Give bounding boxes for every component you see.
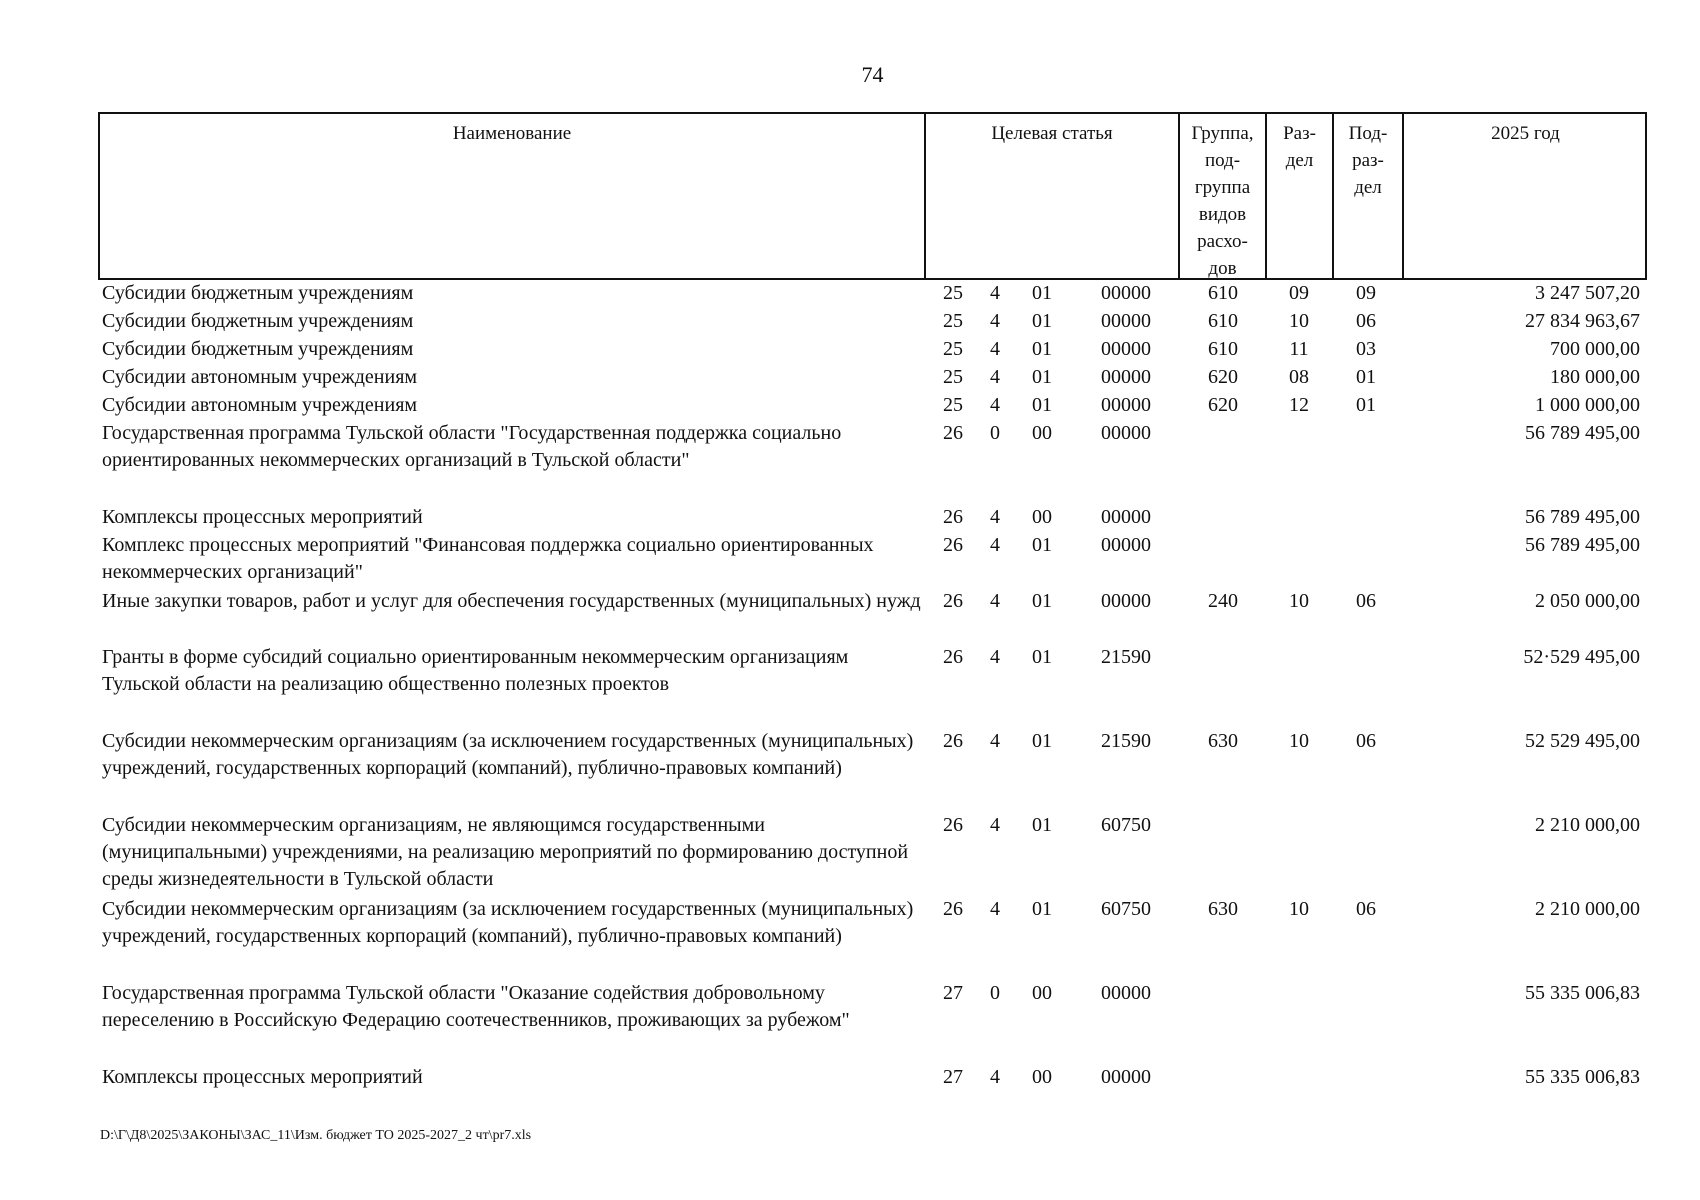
target-article-code: 00000	[1101, 422, 1151, 444]
target-article-code: 25	[943, 310, 963, 332]
row-name: Комплекс процессных мероприятий "Финансовая поддержка социально ориентированных некоммерческих организаций"	[102, 534, 874, 583]
row-name: Субсидии некоммерческим организациям (за исключением государственных (муниципальных) учреждений, государственных корпораций (компаний), публично-правовых компаний)	[102, 730, 914, 779]
subsection: 06	[1356, 310, 1376, 332]
target-article-code: 00000	[1101, 1066, 1151, 1088]
target-article-code: 4	[990, 590, 1000, 612]
expense-group: 610	[1208, 282, 1238, 304]
row-name: Государственная программа Тульской области "Оказание содействия добровольному переселению в Российскую Федерацию соотечественников, проживающих за рубежом"	[102, 982, 850, 1031]
target-article-code: 00	[1032, 982, 1052, 1004]
target-article-code: 00000	[1101, 338, 1151, 360]
target-article-code: 26	[943, 730, 963, 752]
target-article-code: 00	[1032, 422, 1052, 444]
target-article-code: 01	[1032, 814, 1052, 836]
target-article-code: 26	[943, 422, 963, 444]
amount: 2 210 000,00	[1535, 898, 1640, 920]
amount: 700 000,00	[1550, 338, 1640, 360]
header-section	[1267, 120, 1332, 174]
header-target-article: Целевая статья	[991, 123, 1113, 144]
row-name: Субсидии автономным учреждениям	[102, 394, 418, 416]
row-name: Комплексы процессных мероприятий	[102, 506, 423, 528]
row-name: Субсидии автономным учреждениям	[102, 366, 418, 388]
amount: 3 247 507,20	[1535, 282, 1640, 304]
subsection: 09	[1356, 282, 1376, 304]
target-article-code: 00	[1032, 506, 1052, 528]
row-name: Комплексы процессных мероприятий	[102, 1066, 423, 1088]
target-article-code: 21590	[1101, 730, 1151, 752]
header-text-line: расхо-	[1197, 231, 1248, 252]
section: 12	[1289, 394, 1309, 416]
target-article-code: 01	[1032, 394, 1052, 416]
amount: 180 000,00	[1550, 366, 1640, 388]
target-article-code: 00000	[1101, 534, 1151, 556]
row-name: Государственная программа Тульской области "Государственная поддержка социально ориентированных некоммерческих организаций в Тульской области"	[102, 422, 842, 471]
target-article-code: 00000	[1101, 310, 1151, 332]
target-article-code: 26	[943, 898, 963, 920]
target-article-code: 4	[990, 282, 1000, 304]
row-name: Субсидии бюджетным учреждениям	[102, 282, 414, 304]
target-article-code: 4	[990, 394, 1000, 416]
expense-group: 610	[1208, 310, 1238, 332]
section: 10	[1289, 590, 1309, 612]
target-article-code: 25	[943, 394, 963, 416]
amount: 52 529 495,00	[1525, 730, 1640, 752]
target-article-code: 25	[943, 338, 963, 360]
subsection: 06	[1356, 590, 1376, 612]
target-article-code: 0	[990, 982, 1000, 1004]
page-number: 74	[861, 62, 884, 87]
row-name: Субсидии некоммерческим организациям (за исключением государственных (муниципальных) учреждений, государственных корпораций (компаний), публично-правовых компаний)	[102, 898, 914, 947]
header-text-line: под-	[1204, 150, 1241, 171]
target-article-code: 4	[990, 506, 1000, 528]
section: 11	[1289, 338, 1309, 360]
target-article-code: 00000	[1101, 394, 1151, 416]
amount: 56 789 495,00	[1525, 506, 1640, 528]
header-text-line: раз-	[1352, 150, 1384, 171]
footer-file-path: D:\Г\Д8\2025\ЗАКОНЫ\ЗАС_11\Изм. бюджет ТО 2025-2027_2 чт\pr7.xls	[100, 1128, 532, 1143]
expense-group: 240	[1208, 590, 1238, 612]
target-article-code: 01	[1032, 338, 1052, 360]
target-article-code: 01	[1032, 310, 1052, 332]
amount: 1 000 000,00	[1535, 394, 1640, 416]
target-article-code: 26	[943, 646, 963, 668]
row-name: Иные закупки товаров, работ и услуг для обеспечения государственных (муниципальных) нужд	[102, 590, 921, 612]
row-name: Субсидии бюджетным учреждениям	[102, 310, 414, 332]
target-article-code: 00000	[1101, 982, 1151, 1004]
expense-group: 620	[1208, 366, 1238, 388]
target-article-code: 00000	[1101, 506, 1151, 528]
subsection: 03	[1356, 338, 1376, 360]
expense-group: 630	[1208, 898, 1238, 920]
header-text-line: Группа,	[1191, 123, 1254, 144]
target-article-code: 21590	[1101, 646, 1151, 668]
amount: 27 834 963,67	[1525, 310, 1640, 332]
expense-group: 610	[1208, 338, 1238, 360]
target-article-code: 60750	[1101, 898, 1151, 920]
expense-group: 620	[1208, 394, 1238, 416]
target-article-code: 25	[943, 366, 963, 388]
target-article-code: 01	[1032, 534, 1052, 556]
header-text-line: дов	[1208, 258, 1237, 279]
section: 10	[1289, 898, 1309, 920]
target-article-code: 00000	[1101, 366, 1151, 388]
target-article-code: 4	[990, 1066, 1000, 1088]
row-name: Гранты в форме субсидий социально ориентированным некоммерческим организациям Тульской области на реализацию общественно полезных проектов	[102, 646, 849, 695]
target-article-code: 4	[990, 730, 1000, 752]
target-article-code: 01	[1032, 730, 1052, 752]
row-name: Субсидии бюджетным учреждениям	[102, 338, 414, 360]
target-article-code: 4	[990, 338, 1000, 360]
table-header	[98, 112, 1647, 280]
target-article-code: 4	[990, 534, 1000, 556]
amount: 56 789 495,00	[1525, 422, 1640, 444]
target-article-code: 01	[1032, 590, 1052, 612]
target-article-code: 0	[990, 422, 1000, 444]
subsection: 06	[1356, 898, 1376, 920]
target-article-code: 4	[990, 366, 1000, 388]
row-name: Субсидии некоммерческим организациям, не являющимся государственными (муниципальными) учреждениями, на реализацию мероприятий по формированию доступной среды жизнедеятельности в Тульской области	[102, 814, 909, 890]
header-text-line: видов	[1198, 204, 1247, 225]
target-article-code: 01	[1032, 898, 1052, 920]
header-text-line: Раз-	[1283, 123, 1316, 144]
target-article-code: 26	[943, 506, 963, 528]
section: 08	[1289, 366, 1309, 388]
amount: 52·529 495,00	[1523, 646, 1640, 668]
subsection: 06	[1356, 730, 1376, 752]
header-expense-group	[1180, 120, 1265, 282]
section: 09	[1289, 282, 1309, 304]
target-article-code: 4	[990, 898, 1000, 920]
target-article-code: 00	[1032, 1066, 1052, 1088]
header-text-line: Под-	[1348, 123, 1388, 144]
target-article-code: 01	[1032, 366, 1052, 388]
header-text-line: дел	[1285, 150, 1314, 171]
header-text-line: дел	[1354, 177, 1382, 198]
amount: 56 789 495,00	[1525, 534, 1640, 556]
header-year: 2025 год	[1491, 123, 1560, 144]
target-article-code: 00000	[1101, 590, 1151, 612]
target-article-code: 01	[1032, 646, 1052, 668]
target-article-code: 26	[943, 590, 963, 612]
target-article-code: 4	[990, 310, 1000, 332]
target-article-code: 4	[990, 814, 1000, 836]
target-article-code: 01	[1032, 282, 1052, 304]
target-article-code: 26	[943, 814, 963, 836]
expense-group: 630	[1208, 730, 1238, 752]
target-article-code: 4	[990, 646, 1000, 668]
subsection: 01	[1356, 366, 1376, 388]
subsection: 01	[1356, 394, 1376, 416]
section: 10	[1289, 730, 1309, 752]
target-article-code: 60750	[1101, 814, 1151, 836]
target-article-code: 27	[943, 1066, 963, 1088]
section: 10	[1289, 310, 1309, 332]
header-name: Наименование	[452, 123, 572, 144]
target-article-code: 26	[943, 534, 963, 556]
target-article-code: 00000	[1101, 282, 1151, 304]
amount: 2 210 000,00	[1535, 814, 1640, 836]
amount: 2 050 000,00	[1535, 590, 1640, 612]
header-subsection	[1334, 120, 1402, 201]
target-article-code: 27	[943, 982, 963, 1004]
amount: 55 335 006,83	[1525, 982, 1640, 1004]
target-article-code: 25	[943, 282, 963, 304]
amount: 55 335 006,83	[1525, 1066, 1640, 1088]
header-text-line: группа	[1194, 177, 1251, 198]
